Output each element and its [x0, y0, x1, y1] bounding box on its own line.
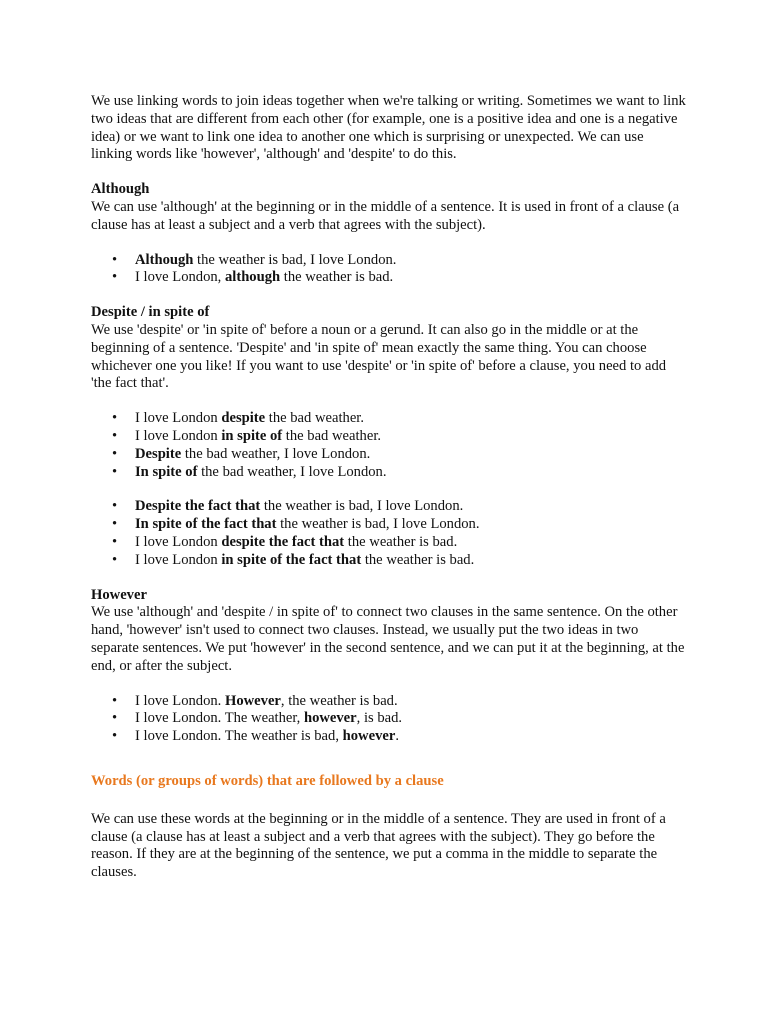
despite-paragraph: We use 'despite' or 'in spite of' before a noun or a gerund. It can also go in the middle or at the beginning of a sentence. 'Despite' and 'in spite of' mean exactly the same thing. You can choose whichever one you like! If you want to use 'despite' or 'in spite of' before a clause, you need to add 'the fact that'. — [91, 321, 667, 392]
despite-clause-examples — [91, 498, 686, 569]
list-item: • I love London in spite of the bad weather. — [135, 428, 686, 446]
despite-noun-examples — [91, 410, 686, 481]
however-heading: However — [91, 586, 147, 603]
list-item: • I love London. The weather is bad, however. — [135, 728, 686, 746]
list-item: • I love London, although the weather is bad. — [135, 269, 686, 287]
list-item: • Despite the fact that the weather is bad, I love London. — [135, 498, 686, 516]
clause-section-paragraph: We can use these words at the beginning or in the middle of a sentence. They are used in front of a clause (a clause has at least a subject and a verb that agrees with the subject). They go before the reason. If they are at the beginning of the sentence, we put a comma in the middle to separate the clauses. — [91, 810, 666, 881]
document-content — [91, 93, 686, 899]
list-item: • I love London. However, the weather is bad. — [135, 693, 686, 711]
list-item: • I love London. The weather, however, is bad. — [135, 710, 686, 728]
however-examples — [91, 693, 686, 746]
although-heading: Although — [91, 181, 150, 198]
clause-section-heading: Words (or groups of words) that are followed by a clause — [91, 772, 444, 789]
list-item: • In spite of the fact that the weather is bad, I love London. — [135, 516, 686, 534]
list-item: • I love London despite the fact that the weather is bad. — [135, 534, 686, 552]
list-item: • Although the weather is bad, I love London. — [135, 252, 686, 270]
although-paragraph: We can use 'although' at the beginning or in the middle of a sentence. It is used in front of a clause (a clause has at least a subject and a verb that agrees with the subject). — [91, 198, 680, 233]
list-item: • I love London despite the bad weather. — [135, 410, 686, 428]
however-paragraph: We use 'although' and 'despite / in spite of' to connect two clauses in the same sentence. On the other hand, 'however' isn't used to connect two clauses. Instead, we usually put the two ideas in two separate sentences. We put 'however' in the second sentence, and we can put it at the beginning, at the end, or after the subject. — [91, 604, 685, 674]
list-item: • In spite of the bad weather, I love London. — [135, 464, 686, 482]
list-item: • I love London in spite of the fact that the weather is bad. — [135, 552, 686, 570]
although-examples — [91, 252, 686, 288]
despite-heading: Despite / in spite of — [91, 304, 210, 321]
list-item: • Despite the bad weather, I love London. — [135, 446, 686, 464]
intro-paragraph: We use linking words to join ideas together when we're talking or writing. Sometimes we want to link two ideas that are different from each other (for example, one is a positive idea and one is a negative idea) or we want to link one idea to another one which is surprising or unexpected. We can use linking words like 'however', 'although' and 'despite' to do this. — [91, 93, 686, 163]
